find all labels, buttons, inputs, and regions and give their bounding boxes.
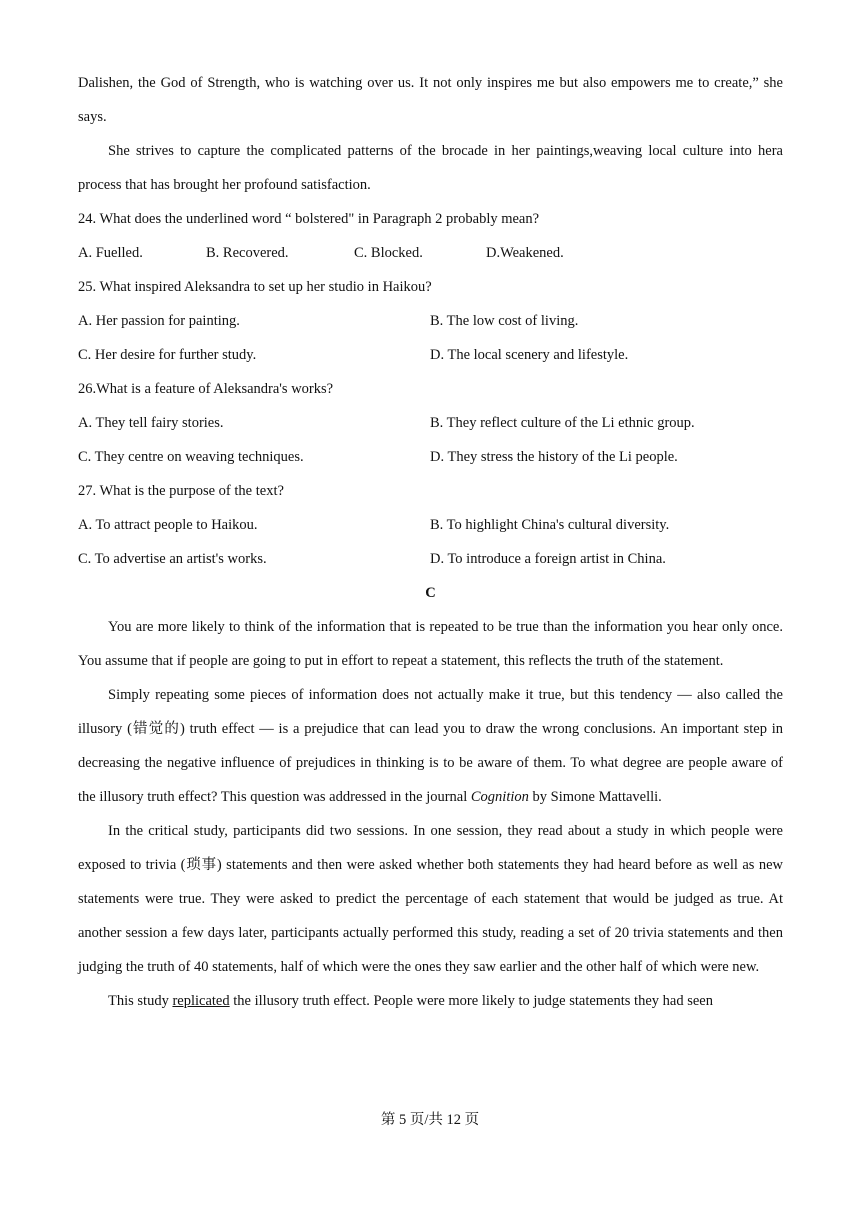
question-27-options-row-1 <box>78 508 783 542</box>
option-d: D. They stress the history of the Li people. <box>430 449 678 465</box>
option-d: D.Weakened. <box>486 245 564 261</box>
journal-name: Cognition <box>470 789 529 805</box>
section-c-paragraph-1: You are more likely to think of the information that is repeated to be true than the information you hear only once. You assume that if people are going to put in effort to repeat a statement, this reflects the truth of the statement. <box>78 619 783 669</box>
page-content <box>78 66 783 1018</box>
option-b: B. They reflect culture of the Li ethnic group. <box>430 415 695 431</box>
paragraph-text: This study <box>108 993 173 1009</box>
question-25-options-row-1 <box>78 304 783 338</box>
option-c: C. They centre on weaving techniques. <box>78 449 304 465</box>
option-b: B. The low cost of living. <box>430 313 579 329</box>
passage-b-paragraph: Dalishen, the God of Strength, who is watching over us. It not only inspires me but also empowers me to create,” she says. <box>78 75 783 125</box>
paragraph-text: by Simone Mattavelli. <box>528 789 662 805</box>
option-a: A. Fuelled. <box>78 245 143 261</box>
question-27-stem: 27. What is the purpose of the text? <box>78 483 284 499</box>
option-d: D. The local scenery and lifestyle. <box>430 347 629 363</box>
option-c: C. To advertise an artist's works. <box>78 551 267 567</box>
section-c-paragraph-2 <box>78 678 783 814</box>
page-number: 第 5 页/共 12 页 <box>380 1112 480 1128</box>
question-24-stem: 24. What does the underlined word “ bolstered" in Paragraph 2 probably mean? <box>78 211 540 227</box>
option-c: C. Her desire for further study. <box>78 347 257 363</box>
question-27-options-row-2 <box>78 542 783 576</box>
option-a: A. To attract people to Haikou. <box>78 517 258 533</box>
option-b: B. Recovered. <box>206 245 289 261</box>
question-25-stem: 25. What inspired Aleksandra to set up her studio in Haikou? <box>78 279 432 295</box>
paragraph-text: the illusory truth effect. People were more likely to judge statements they had seen <box>229 993 713 1009</box>
question-26-options-row-1 <box>78 406 783 440</box>
section-c-paragraph-4 <box>78 984 783 1018</box>
section-c-paragraph-3: In the critical study, participants did two sessions. In one session, they read about a study in which people were exposed to trivia (琐事) statements and then were asked whether both statements they had heard before as well as new statements were true. They were asked to predict the percentage of each statement that would be judged as true. At another session a few days later, participants actually performed this study, reading a set of 20 trivia statements and then judging the truth of 40 statements, half of which were the ones they saw earlier and the other half of which were new. <box>78 823 783 975</box>
option-b: B. To highlight China's cultural diversity. <box>430 517 670 533</box>
option-c: C. Blocked. <box>354 245 423 261</box>
question-26-stem: 26.What is a feature of Aleksandra's works? <box>78 381 334 397</box>
question-24-options <box>78 236 783 270</box>
section-c-title: C <box>425 585 436 601</box>
passage-b-paragraph: She strives to capture the complicated patterns of the brocade in her paintings,weaving local culture into hera process that has brought her profound satisfaction. <box>78 143 783 193</box>
option-a: A. They tell fairy stories. <box>78 415 224 431</box>
option-d: D. To introduce a foreign artist in China. <box>430 551 666 567</box>
question-25-options-row-2 <box>78 338 783 372</box>
underlined-word: replicated <box>172 993 230 1009</box>
paragraph-text: Simply repeating some pieces of information does not actually make it true, but this tendency — also called the illusory (错觉的) truth effect — is a prejudice that can lead you to draw the wrong conclusions. An important step in decreasing the negative influence of prejudices in thinking is to be aware of them. To what degree are people aware of the illusory truth effect? This question was addressed in the journal <box>78 687 783 805</box>
option-a: A. Her passion for painting. <box>78 313 240 329</box>
question-26-options-row-2 <box>78 440 783 474</box>
